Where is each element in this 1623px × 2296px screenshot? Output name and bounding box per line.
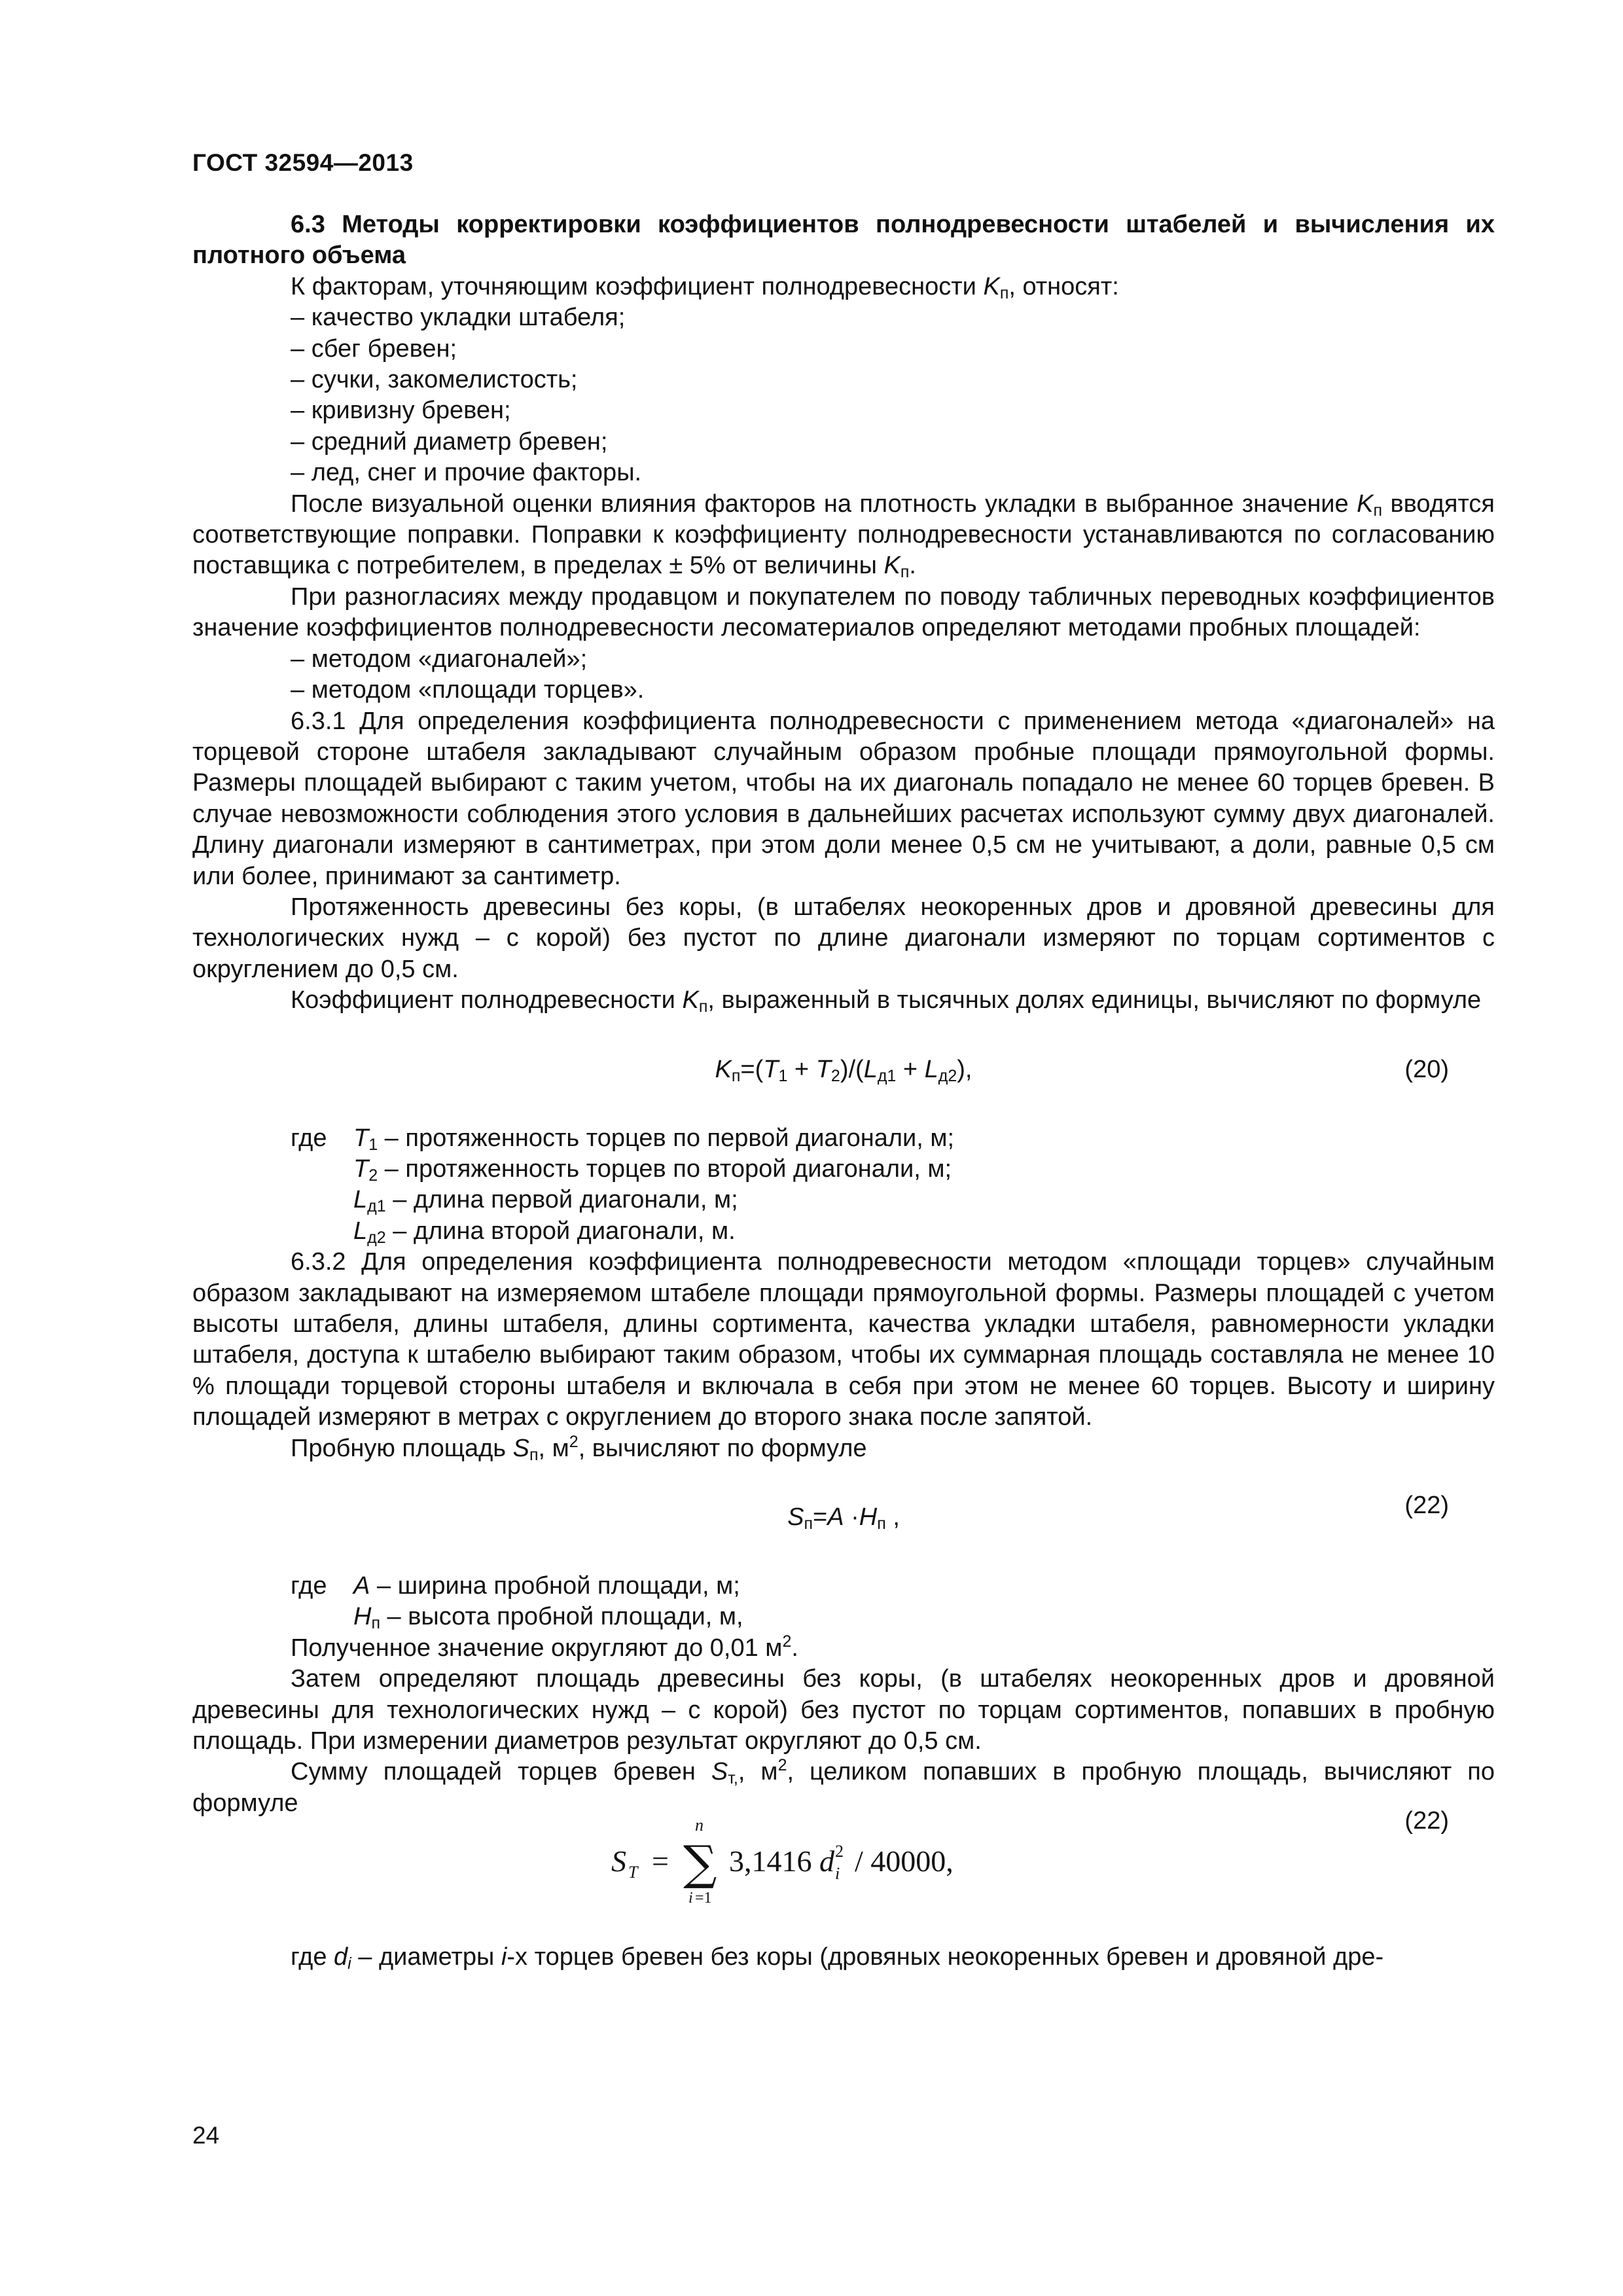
clause-6-3-1-paragraph: 6.3.1 Для определения коэффициента полнодревесности с применением метода «диагоналей» на торцевой стороне штабеля закладывают случайным образом пробные площади прямоугольной формы. Размеры площадей выбирают с таким учетом, чтобы на их диагональ попадало не менее 60 торцев бревен. В случае невозможности соблюдения этого условия в дальнейших расчетах используют сумму двух диагоналей. Длину диагонали измеряют в сантиметрах, при этом доли менее 0,5 см не учитывают, а доли, равные 0,5 см или более, принимают за сантиметр.	[192, 707, 1495, 890]
formula-20-expression: $K_п=(T_1 + T_2)/(L_{д1} + L_{д2})$,	[715, 1055, 972, 1085]
formula-20-number: (20)	[1404, 1055, 1449, 1083]
visual-assessment-paragraph: После визуальной оценки влияния факторов на плотность укладки в выбранное значение $K_п$ вводятся соответствующие поправки. Поправки к коэффициенту полнодревесности устанавливаются по согласованию поставщика с потребителем, в пределах ± 5% от величины $K_п$.	[192, 490, 1495, 582]
formula-20-legend: где $T_1$ – протяженность торцев по первой диагонали, м; $T_2$ – протяженность торцев по второй диагонали, м; $L_{д1}$ – длина первой диагонали, м; $L_{д2}$ – длина второй диагонали, м.	[291, 1124, 955, 1247]
method-item: – методом «площади торцев».	[291, 676, 645, 704]
sample-area-intro: Пробную площадь $S_п$, $м^2$, вычисляют по формуле	[291, 1432, 867, 1464]
formula-21	[192, 1492, 1495, 1534]
formula-20	[192, 1054, 1495, 1085]
svg-text:S: S	[611, 1844, 626, 1878]
svg-text:3,1416: 3,1416	[729, 1844, 812, 1878]
svg-text:2: 2	[835, 1842, 844, 1861]
rounding-note: Полученное значение округляют до 0,01 $м^2$.	[291, 1632, 798, 1662]
formula-22-expression	[611, 1811, 1004, 1916]
page-number: 24	[192, 2122, 220, 2149]
formula-22	[192, 1807, 1495, 1917]
coefficient-intro-paragraph: Коэффициент полнодревесности $K_п$, выраженный в тысячных долях единицы, вычисляют по формуле	[291, 986, 1482, 1016]
method-item: – методом «диагоналей»;	[291, 645, 588, 673]
formula-22-number: (22)	[1404, 1807, 1449, 1835]
svg-text:/ 40000,: / 40000,	[855, 1844, 954, 1878]
page-body	[192, 209, 1495, 1973]
section-title: 6.3 Методы корректировки коэффициентов полнодревесности штабелей и вычисления их плотного объема	[192, 211, 1495, 270]
svg-text:T: T	[628, 1863, 638, 1882]
factor-item: – кривизну бревен;	[291, 397, 511, 425]
bark-length-paragraph: Протяженность древесины без коры, (в штабелях неокоренных дров и дровяной древесины для технологических нужд – с корой) без пустот по длине диагонали измеряют по торцам сортиментов с округлением до 0,5 см.	[192, 893, 1495, 983]
svg-text:d: d	[819, 1844, 834, 1878]
bark-free-area-paragraph: Затем определяют площадь древесины без коры, (в штабелях неокоренных дров и дровяной древесины для технологических нужд – с корой) без пустот по торцам сортиментов, попавших в пробную площадь. При измерении диаметров результат округляют до 0,5 см.	[192, 1665, 1495, 1755]
formula-21-number: (22)	[1404, 1492, 1449, 1520]
document-code-header: ГОСТ 32594—2013	[192, 149, 414, 176]
factor-item: – качество укладки штабеля;	[291, 304, 626, 332]
log-end-area-intro: Сумму площадей торцев бревен $S_{т,}$, $м^2$, целиком попавших в пробную площадь, вычисляют по формуле	[192, 1756, 1495, 1817]
clause-6-3-2-paragraph: 6.3.2 Для определения коэффициента полнодревесности методом «площади торцев» случайным образом закладывают на измеряемом штабеле площади прямоугольной формы. Размеры площадей с учетом высоты штабеля, длины штабеля, длины сортимента, качества укладки штабеля, равномерности укладки штабеля, доступа к штабелю выбирают таким образом, чтобы их суммарная площадь составляла не менее 10 % площади торцевой стороны штабеля и включала в себя при этом не менее 60 торцев. Высоту и ширину площадей измеряют в метрах с округлением до второго знака после запятой.	[192, 1248, 1495, 1431]
formula-21-legend: где A – ширина пробной площади, м; $H_п$ – высота пробной площади, м,	[291, 1572, 743, 1633]
svg-text:∑: ∑	[683, 1835, 717, 1891]
factor-item: – средний диаметр бревен;	[291, 427, 608, 456]
intro-paragraph: К факторам, уточняющим коэффициент полнодревесности $K_п$, относят:	[291, 272, 1119, 302]
diameter-legend-line: где $d_i$ – диаметры i-х торцев бревен без коры (дровяных неокоренных бревен и дровяной дре-	[291, 1943, 1384, 1973]
svg-text:i: i	[688, 1890, 693, 1907]
svg-text:n: n	[695, 1816, 704, 1835]
svg-text:=: =	[652, 1844, 669, 1878]
formula-21-expression: $S_п=A \cdot H_п$ ,	[787, 1503, 900, 1534]
svg-text:i: i	[835, 1864, 840, 1884]
dispute-paragraph: При разногласиях между продавцом и покупателем по поводу табличных переводных коэффициентов значение коэффициентов полнодревесности лесоматериалов определяют методами пробных площадей:	[192, 583, 1495, 642]
factor-item: – сучки, закомелистость;	[291, 366, 578, 394]
factor-item: – сбег бревен;	[291, 334, 457, 363]
factor-item: – лед, снег и прочие факторы.	[291, 459, 642, 487]
svg-text:=1: =1	[695, 1890, 712, 1907]
